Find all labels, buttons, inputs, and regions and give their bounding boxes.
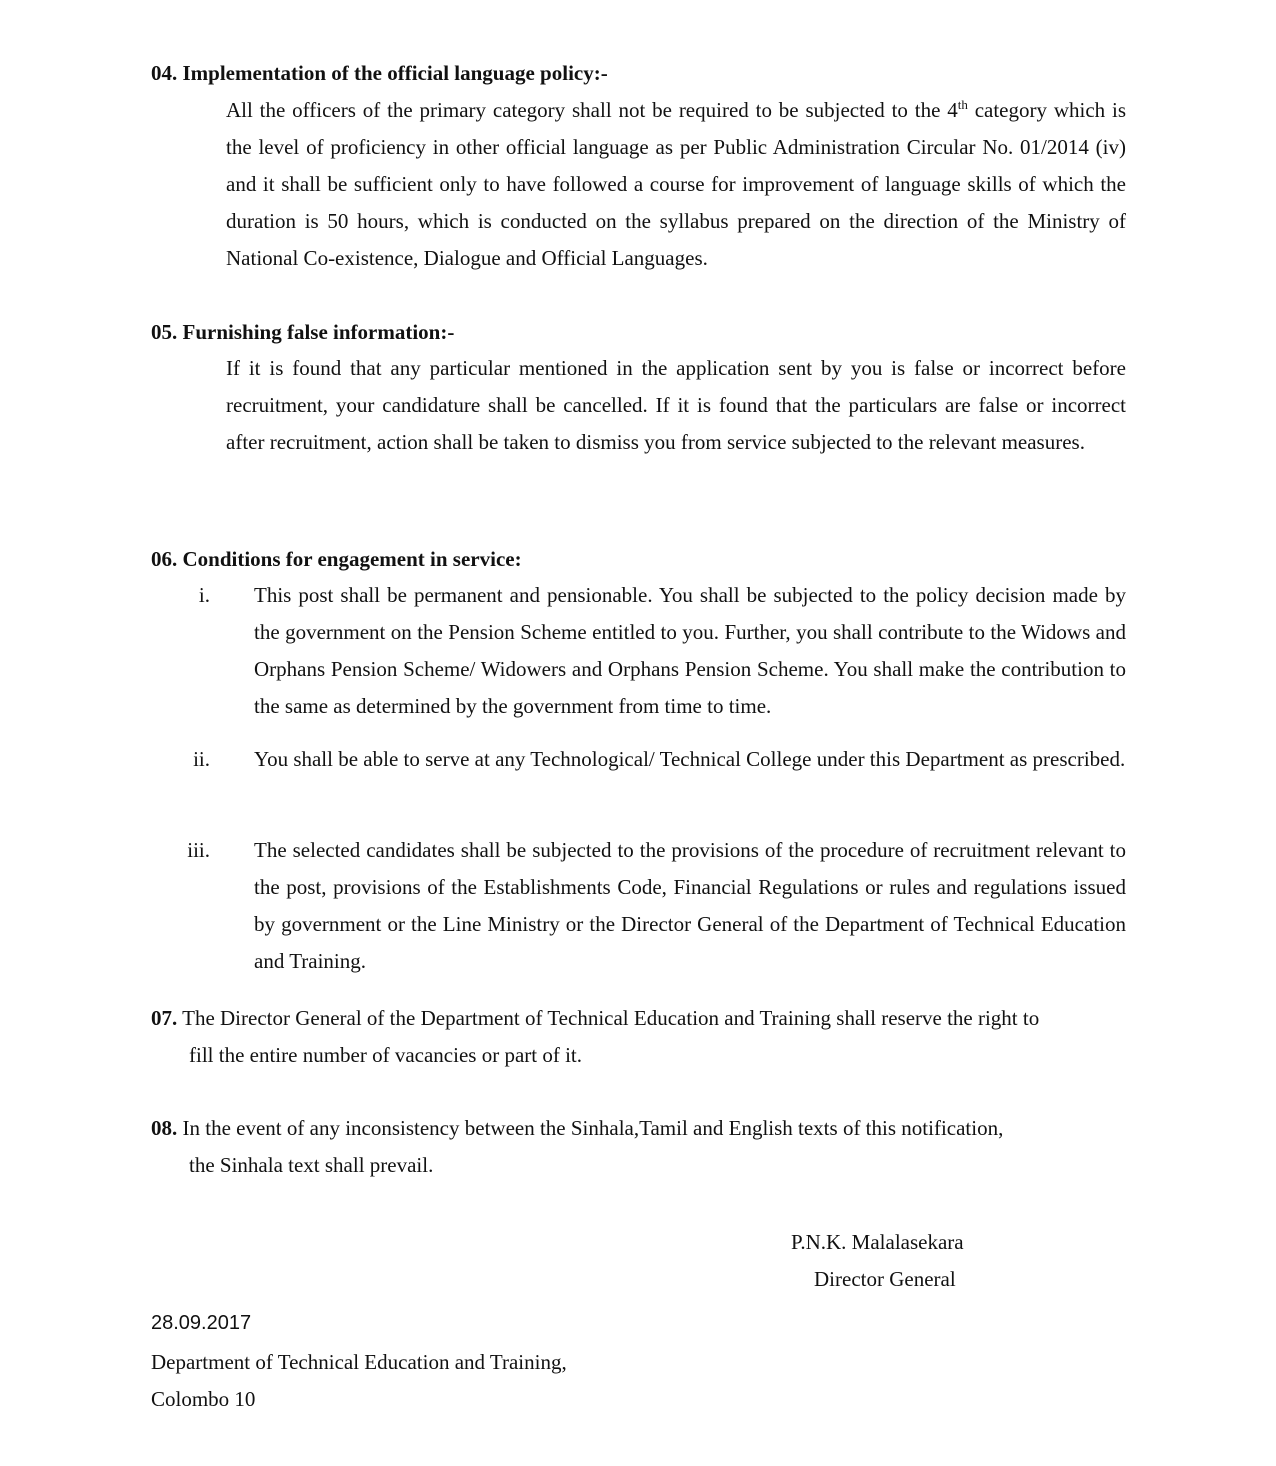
section-07 xyxy=(151,1000,1126,1074)
department-location: Colombo 10 xyxy=(151,1387,256,1411)
section-08-number: 08. xyxy=(151,1116,178,1140)
list-item-text: The selected candidates shall be subjected to the provisions of the procedure of recruitment relevant to the post, provisions of the Establishments Code, Financial Regulations or rules and regulations issued by government or the Line Ministry or the Director General of the Department of Technical Education and Training. xyxy=(254,838,1126,973)
section-07-number: 07. xyxy=(151,1006,178,1030)
signatory-title: Director General xyxy=(814,1267,956,1291)
section-04-body xyxy=(226,92,1126,277)
list-item-text: This post shall be permanent and pensionable. You shall be subjected to the policy decision made by the government on the Pension Scheme entitled to you. Further, you shall contribute to the Widows and Orphans Pension Scheme/ Widowers and Orphans Pension Scheme. You shall make the contribution to the same as determined by the government from time to time. xyxy=(254,583,1126,718)
section-04-body-sup: th xyxy=(957,97,968,112)
section-07-line1: The Director General of the Department of Technical Education and Training shall reserve the right to xyxy=(177,1006,1040,1030)
list-item-number: ii. xyxy=(193,747,210,771)
section-05-heading: 05. Furnishing false information:- xyxy=(151,320,455,344)
section-05-body: If it is found that any particular mentioned in the application sent by you is false or incorrect before recruitment, your candidature shall be cancelled. If it is found that the particulars are false or incorrect after recruitment, action shall be taken to dismiss you from service subjected to the relevant measures. xyxy=(226,356,1126,454)
document-date: 28.09.2017 xyxy=(151,1312,252,1334)
section-06-heading: 06. Conditions for engagement in service: xyxy=(151,547,522,571)
section-04-body-part1: All the officers of the primary category shall not be required to be subjected to the 4 xyxy=(226,98,958,122)
section-08 xyxy=(151,1110,1126,1184)
list-item-number: i. xyxy=(198,583,210,607)
section-08-line1: In the event of any inconsistency between the Sinhala,Tamil and English texts of this notification, xyxy=(177,1116,1004,1140)
department-name: Department of Technical Education and Training, xyxy=(151,1350,567,1374)
signatory-name: P.N.K. Malalasekara xyxy=(791,1230,964,1254)
section-07-line2: fill the entire number of vacancies or part of it. xyxy=(189,1043,583,1067)
section-08-line2: the Sinhala text shall prevail. xyxy=(189,1153,434,1177)
section-04-body-part2: category which is the level of proficiency in other official language as per Public Administration Circular No. 01/2014 (iv) and it shall be sufficient only to have followed a course for improvement of language skills of which the duration is 50 hours, which is conducted on the syllabus prepared on the direction of the Ministry of National Co-existence, Dialogue and Official Languages. xyxy=(226,98,1126,270)
list-item-number: iii. xyxy=(187,838,210,862)
list-item-text: You shall be able to serve at any Technological/ Technical College under this Department as prescribed. xyxy=(254,747,1126,771)
section-04-heading: 04. Implementation of the official language policy:- xyxy=(151,61,608,85)
